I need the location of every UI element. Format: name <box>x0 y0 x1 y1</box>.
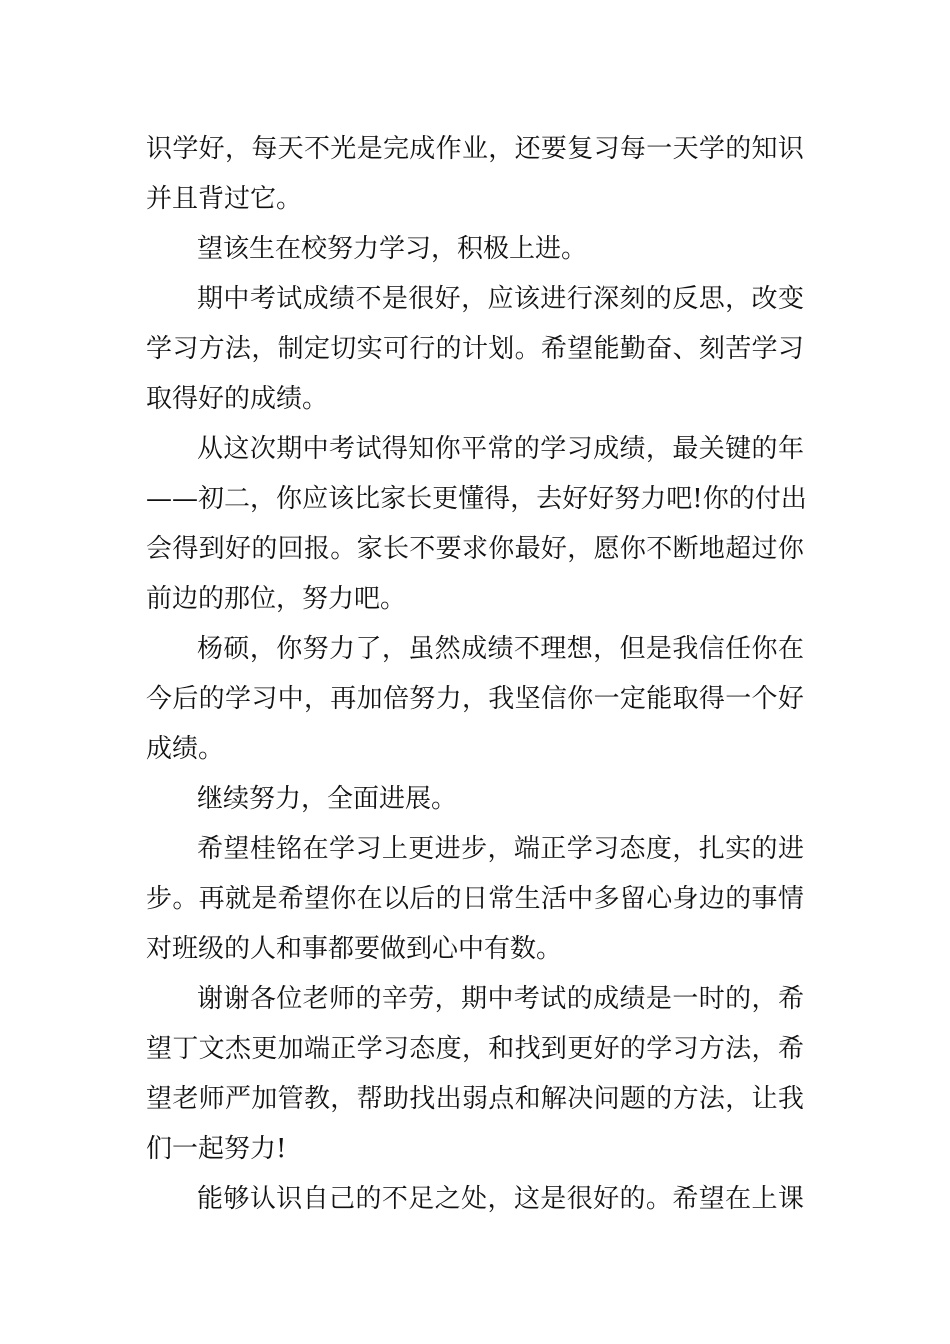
text-line: 能 够 认 识 自 己 的 不 足 之 处 ， 这 是 很 好 的 。 希 望 在 上 课 <box>197 1184 804 1214</box>
text-line: 希 望 桂 铭 在 学 习 上 更 进 步 ， 端 正 学 习 态 度 ， 扎 实 的 进 <box>197 834 804 864</box>
text-line: 期 中 考 试 成 绩 不 是 很 好 ， 应 该 进 行 深 刻 的 反 思 ， 改 变 <box>197 284 804 314</box>
text-line: 并且背过它。 <box>146 184 303 214</box>
text-line: 从 这 次 期 中 考 试 得 知 你 平 常 的 学 习 成 绩 ， 最 关 键 的 年 <box>197 434 804 464</box>
text-line: 学 习 方 法 ， 制 定 切 实 可 行 的 计 划 。 希 望 能 勤 奋 、 刻 苦 学 习 <box>146 334 804 364</box>
text-line: 前边的那位，努力吧。 <box>146 584 407 614</box>
text-line: 望 丁 文 杰 更 加 端 正 学 习 态 度 ， 和 找 到 更 好 的 学 习 方 法 ， 希 <box>146 1034 804 1064</box>
text-line: 今 后 的 学 习 中 ， 再 加 倍 努 力 ， 我 坚 信 你 一 定 能 取 得 一 个 好 <box>146 684 804 714</box>
text-line: 会 得 到 好 的 回 报 。 家 长 不 要 求 你 最 好 ， 愿 你 不 断 地 超 过 你 <box>146 534 804 564</box>
text-line: — — 初 二 ， 你 应 该 比 家 长 更 懂 得 ， 去 好 好 努 力 吧 ! 你 的 付 出 <box>146 484 807 514</box>
text-line: 谢 谢 各 位 老 师 的 辛 劳 ， 期 中 考 试 的 成 绩 是 一 时 的 ， 希 <box>197 984 804 1014</box>
text-line: 成绩。 <box>146 734 225 764</box>
text-line: 望该生在校努力学习，积极上进。 <box>197 234 588 264</box>
text-line: 对班级的人和事都要做到心中有数。 <box>146 934 563 964</box>
text-line: 望 老 师 严 加 管 教 ， 帮 助 找 出 弱 点 和 解 决 问 题 的 方 法 ， 让 我 <box>146 1084 804 1114</box>
text-line: 继续努力，全面进展。 <box>197 784 458 814</box>
text-line: 们一起努力! <box>146 1134 287 1164</box>
text-line: 识 学 好 ， 每 天 不 光 是 完 成 作 业 ， 还 要 复 习 每 一 天 学 的 知 识 <box>146 134 804 164</box>
text-line: 步 。 再 就 是 希 望 你 在 以 后 的 日 常 生 活 中 多 留 心 身 边 的 事 情 <box>146 884 804 914</box>
text-line: 杨 硕 ， 你 努 力 了 ， 虽 然 成 绩 不 理 想 ， 但 是 我 信 任 你 在 <box>197 634 804 664</box>
text-line: 取得好的成绩。 <box>146 384 329 414</box>
